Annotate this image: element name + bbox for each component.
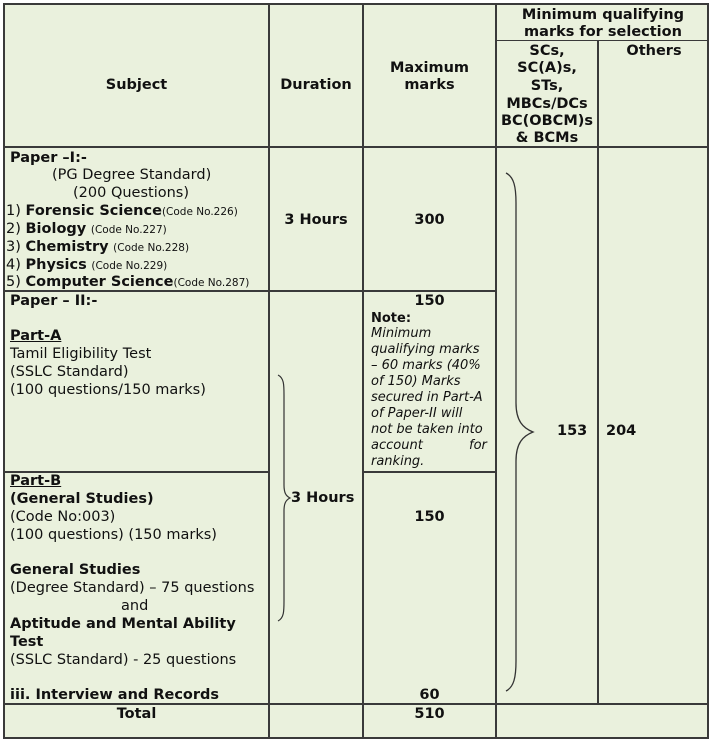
header-marks: marks (404, 77, 455, 93)
ama-title: Aptitude and Mental Ability (10, 616, 236, 632)
header-duration: Duration (280, 77, 352, 93)
note-line: ranking. (371, 454, 425, 469)
border-right (707, 3, 709, 739)
paper1-marks: 300 (414, 212, 445, 228)
gs-line: (Degree Standard) – 75 questions (10, 580, 255, 596)
header-for-selection: marks for selection (524, 24, 682, 40)
subject-item: 4) Physics (Code No.229) (6, 257, 168, 273)
note-line: for (469, 438, 487, 453)
part-b-marks: 150 (414, 509, 445, 525)
ama-line: (SSLC Standard) - 25 questions (10, 652, 237, 668)
header-scs-3: STs, (530, 78, 564, 94)
note-line: Minimum (371, 326, 432, 341)
min-marks-scs: 153 (557, 423, 588, 439)
gs-title: General Studies (10, 562, 141, 578)
paper1-title: Paper –I:- (10, 150, 87, 166)
header-scs-2: SC(A)s, (517, 60, 577, 76)
paper2-title: Paper – II:- (10, 293, 98, 309)
header-scs-4: MBCs/DCs (506, 96, 588, 112)
part-a-line: (100 questions/150 marks) (10, 382, 206, 398)
header-others: Others (626, 43, 682, 59)
part-a-line: Tamil Eligibility Test (10, 346, 152, 362)
part-b-questions: (100 questions) (150 marks) (10, 527, 217, 543)
note-line: not be taken into (371, 422, 483, 437)
total-label: Total (116, 706, 157, 722)
paper2-brace (277, 375, 291, 621)
header-min-qualifying: Minimum qualifying (521, 7, 685, 23)
paper2-duration: 3 Hours (291, 490, 355, 506)
divider-col1 (268, 3, 270, 739)
paper1-standard: (PG Degree Standard) (52, 167, 212, 183)
part-b-subtitle: (General Studies) (10, 491, 154, 507)
subject-item: 1) Forensic Science(Code No.226) (6, 203, 238, 219)
and-text: and (121, 598, 149, 614)
part-b-title: Part-B (10, 473, 62, 489)
note-line: of Paper-II will (371, 406, 463, 421)
note-title: Note: (371, 311, 412, 326)
note-line: secured in Part-A (371, 390, 483, 405)
header-maximum: Maximum (389, 60, 470, 76)
ama-title-2: Test (10, 634, 44, 650)
divider-header (3, 146, 709, 148)
note-line: account (371, 438, 423, 453)
divider-col4 (597, 40, 599, 704)
subject-item: 5) Computer Science(Code No.287) (6, 274, 250, 290)
part-a-title: Part-A (10, 328, 62, 344)
note-line: of 150) Marks (371, 374, 461, 389)
header-scs-6: & BCMs (515, 130, 579, 146)
interview-label: iii. Interview and Records (10, 687, 220, 703)
note-line: – 60 marks (40% (371, 358, 481, 373)
header-scs-1: SCs, (529, 43, 565, 59)
divider-col2 (362, 3, 364, 739)
part-a-line: (SSLC Standard) (10, 364, 129, 380)
subject-item: 3) Chemistry (Code No.228) (6, 239, 190, 255)
header-scs-5: BC(OBCM)s (500, 113, 594, 129)
min-marks-brace (503, 173, 535, 691)
header-subject: Subject (105, 77, 168, 93)
border-left (3, 3, 5, 739)
paper1-questions: (200 Questions) (73, 185, 190, 201)
paper1-duration: 3 Hours (284, 212, 348, 228)
subject-item: 2) Biology (Code No.227) (6, 221, 167, 237)
note-line: qualifying marks (371, 342, 480, 357)
divider-parta-right (362, 471, 496, 473)
total-marks: 510 (414, 706, 445, 722)
interview-marks: 60 (419, 687, 440, 703)
border-top (3, 3, 709, 5)
part-a-marks: 150 (414, 293, 445, 309)
min-marks-others: 204 (606, 423, 637, 439)
border-bottom (3, 737, 709, 739)
part-b-code: (Code No:003) (10, 509, 116, 525)
